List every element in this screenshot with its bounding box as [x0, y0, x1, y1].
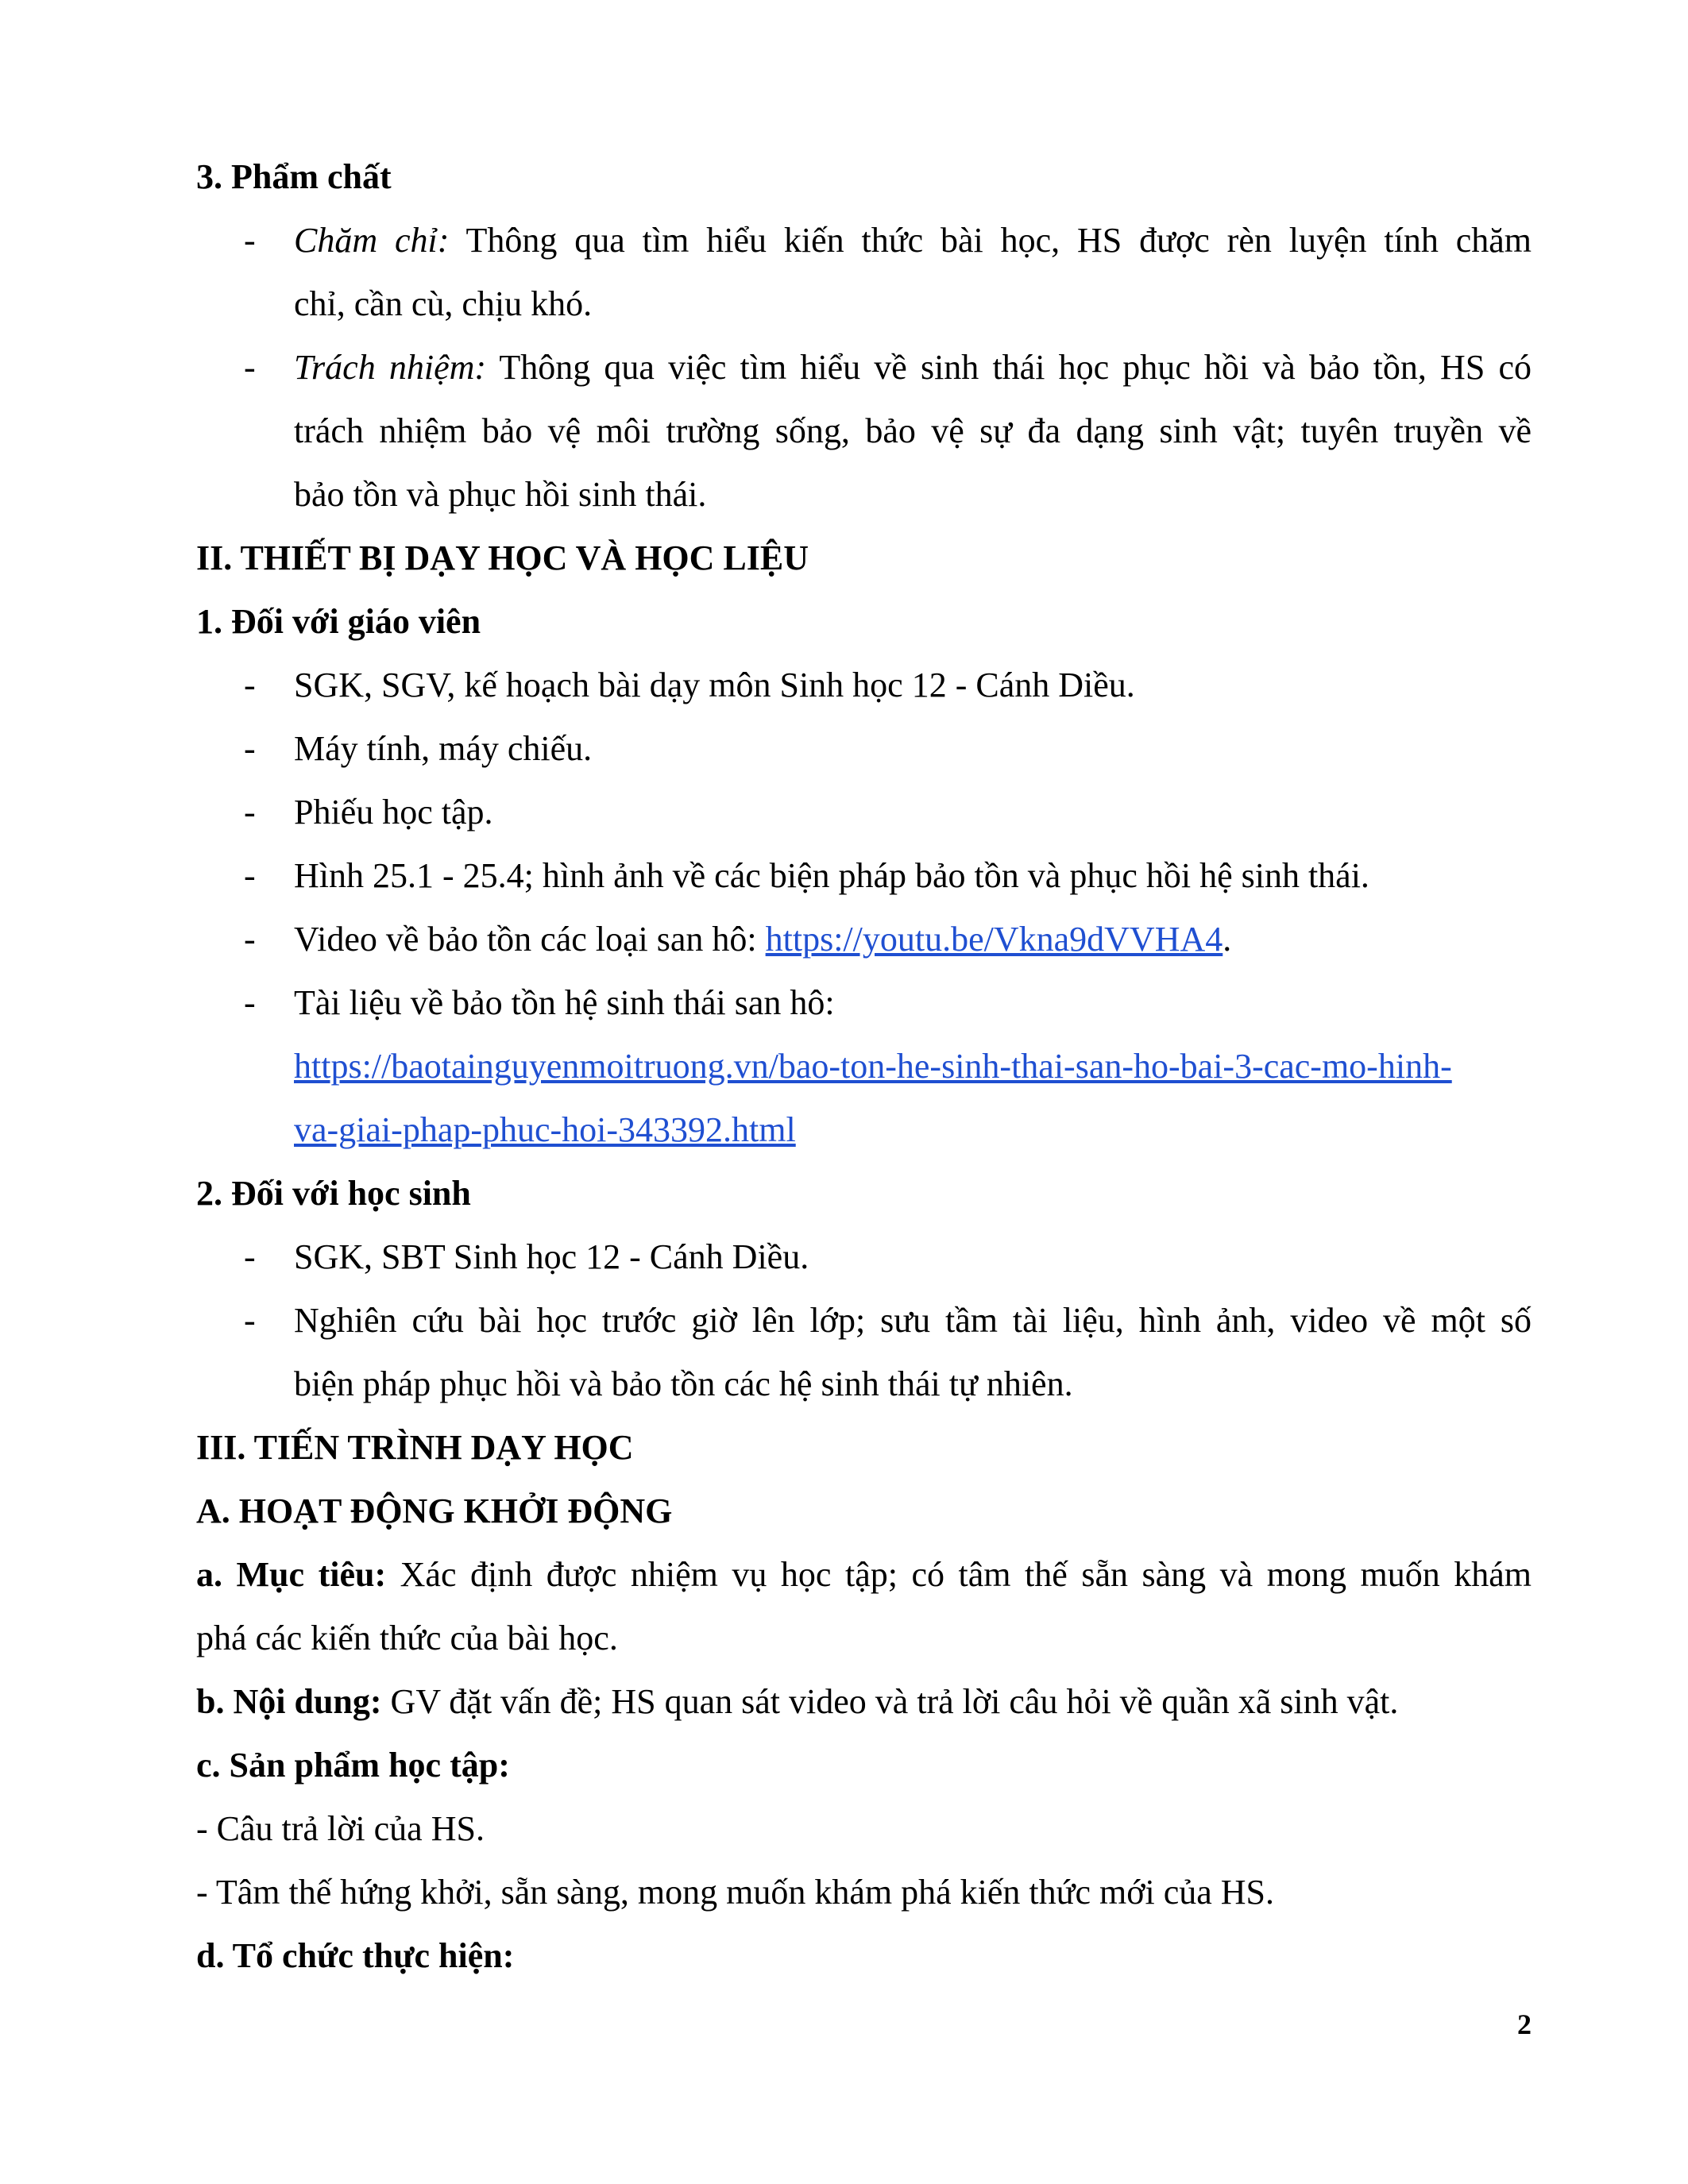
- muc-tieu-text: Xác định được nhiệm vụ học tập; có tâm thế sẵn sàng và mong muốn khám: [386, 1555, 1532, 1594]
- cham-chi-line1: [294, 209, 1532, 272]
- cham-chi-text: Thông qua tìm hiểu kiến thức bài học, HS được rèn luyện tính chăm: [449, 221, 1532, 260]
- noi-dung-line: [196, 1670, 1532, 1734]
- heading-khoi-dong: A. HOẠT ĐỘNG KHỞI ĐỘNG: [196, 1491, 673, 1530]
- heading-hoc-sinh: 2. Đối với học sinh: [196, 1174, 471, 1213]
- muc-tieu-line2: phá các kiến thức của bài học.: [196, 1619, 618, 1657]
- cham-chi-line2: chỉ, cần cù, chịu khó.: [294, 284, 593, 323]
- san-pham-item: - Câu trả lời của HS.: [196, 1809, 485, 1848]
- bullet-dash: -: [244, 729, 256, 768]
- bullet-dash: -: [244, 348, 256, 387]
- heading-giao-vien: 1. Đối với giáo viên: [196, 602, 481, 641]
- hoc-sinh-item2-line1: Nghiên cứu bài học trước giờ lên lớp; sưu tầm tài liệu, hình ảnh, video về một số: [294, 1301, 1532, 1340]
- trach-nhiem-line1: [294, 336, 1532, 399]
- doc-label: Tài liệu về bảo tồn hệ sinh thái san hô:: [294, 983, 835, 1022]
- heading-tien-trinh: III. TIẾN TRÌNH DẠY HỌC: [196, 1428, 634, 1467]
- trach-nhiem-label: Trách nhiệm:: [294, 348, 487, 387]
- bullet-dash: -: [244, 920, 256, 959]
- noi-dung-label: b. Nội dung:: [196, 1682, 382, 1721]
- bullet-dash: -: [244, 856, 256, 895]
- hoc-sinh-item1: SGK, SBT Sinh học 12 - Cánh Diều.: [294, 1237, 809, 1276]
- san-pham-item: - Tâm thế hứng khởi, sẵn sàng, mong muốn khám phá kiến thức mới của HS.: [196, 1873, 1274, 1912]
- video-item: [294, 908, 1532, 971]
- cham-chi-label: Chăm chỉ:: [294, 221, 450, 260]
- bullet-dash: -: [244, 1301, 256, 1340]
- giao-vien-item: Hình 25.1 - 25.4; hình ảnh về các biện pháp bảo tồn và phục hồi hệ sinh thái.: [294, 856, 1369, 895]
- san-pham-label: c. Sản phẩm học tập:: [196, 1746, 510, 1785]
- video-link[interactable]: https://youtu.be/Vkna9dVVHA4: [765, 920, 1223, 959]
- heading-pham-chat: 3. Phẩm chất: [196, 157, 392, 196]
- to-chuc-label: d. Tổ chức thực hiện:: [196, 1936, 515, 1975]
- doc-link-line1[interactable]: https://baotainguyenmoitruong.vn/bao-ton-he-sinh-thai-san-ho-bai-3-cac-mo-hinh-: [294, 1047, 1452, 1086]
- doc-link-line1-wrap: [294, 1035, 1532, 1098]
- giao-vien-item: Phiếu học tập.: [294, 793, 493, 832]
- bullet-dash: -: [244, 1237, 256, 1276]
- muc-tieu-label: a. Mục tiêu:: [196, 1555, 387, 1594]
- noi-dung-text: GV đặt vấn đề; HS quan sát video và trả lời câu hỏi về quần xã sinh vật.: [381, 1682, 1399, 1721]
- hoc-sinh-item2-line2: biện pháp phục hồi và bảo tồn các hệ sinh thái tự nhiên.: [294, 1364, 1073, 1403]
- trach-nhiem-line2: trách nhiệm bảo vệ môi trường sống, bảo vệ sự đa dạng sinh vật; tuyên truyền về: [294, 411, 1532, 450]
- trach-nhiem-line3: bảo tồn và phục hồi sinh thái.: [294, 475, 707, 514]
- muc-tieu-line1: [196, 1543, 1532, 1607]
- video-suffix: .: [1223, 920, 1232, 959]
- bullet-dash: -: [244, 666, 256, 704]
- bullet-dash: -: [244, 793, 256, 832]
- bullet-dash: -: [244, 221, 256, 260]
- bullet-dash: -: [244, 983, 256, 1022]
- doc-link-line2[interactable]: va-giai-phap-phuc-hoi-343392.html: [294, 1110, 796, 1149]
- trach-nhiem-text: Thông qua việc tìm hiểu về sinh thái học phục hồi và bảo tồn, HS có: [486, 348, 1532, 387]
- heading-thiet-bi: II. THIẾT BỊ DẠY HỌC VÀ HỌC LIỆU: [196, 538, 809, 577]
- giao-vien-item: SGK, SGV, kế hoạch bài dạy môn Sinh học 12 - Cánh Diều.: [294, 666, 1135, 704]
- video-prefix: Video về bảo tồn các loại san hô:: [294, 920, 766, 959]
- doc-link-line2-wrap: [294, 1098, 1532, 1162]
- giao-vien-item: Máy tính, máy chiếu.: [294, 729, 593, 768]
- page-number: 2: [1517, 2008, 1532, 2040]
